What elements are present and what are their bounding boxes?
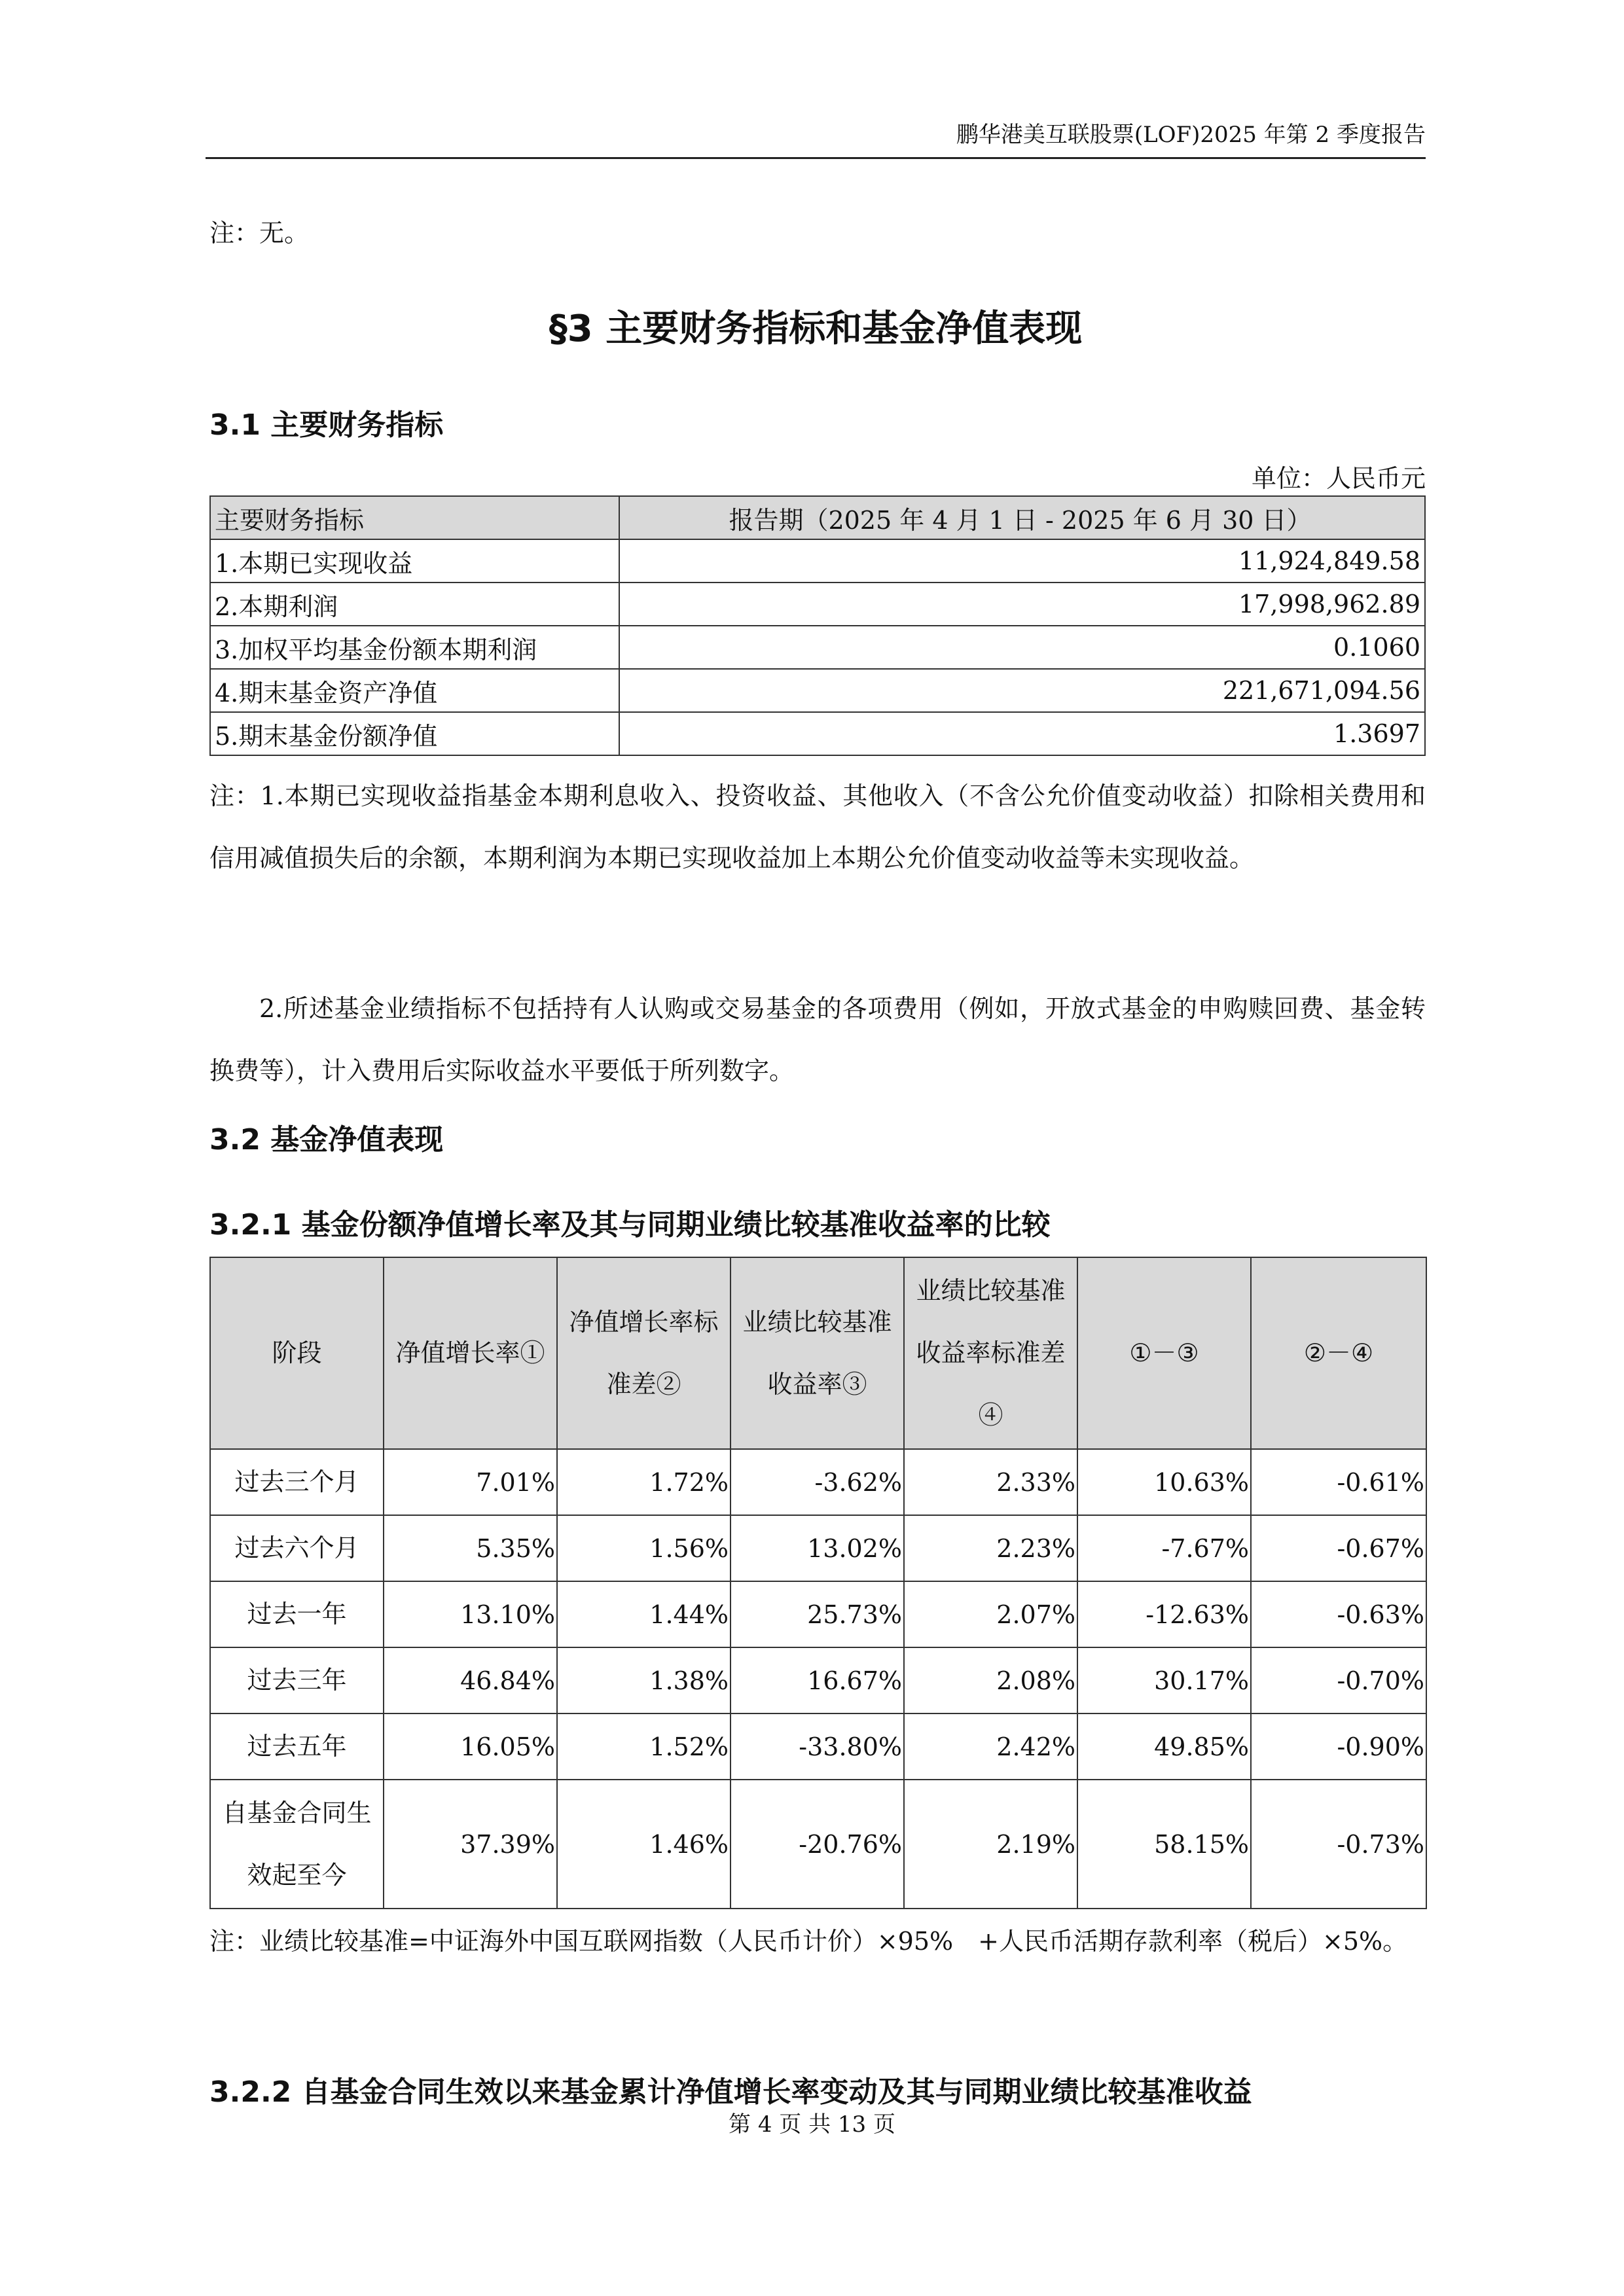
header-cell: 报告期（2025 年 4 月 1 日 - 2025 年 6 月 30 日）	[619, 496, 1425, 539]
header-cell: 主要财务指标	[210, 496, 619, 539]
row-value: 11,924,849.58	[619, 539, 1425, 583]
value-cell: 49.85%	[1077, 1713, 1251, 1780]
value-cell: -3.62%	[731, 1449, 904, 1515]
table-row	[210, 1515, 1426, 1581]
stage-cell: 过去三个月	[210, 1449, 384, 1515]
table-header-row	[210, 1257, 1426, 1449]
table-row	[210, 669, 1425, 712]
value-cell: 16.67%	[731, 1647, 904, 1713]
section-title: §3 主要财务指标和基金净值表现	[549, 308, 1083, 350]
table-row	[210, 539, 1425, 583]
row-label: 1.本期已实现收益	[210, 539, 619, 583]
header-cell: ②－④	[1251, 1257, 1426, 1449]
value-cell: 25.73%	[731, 1581, 904, 1647]
value-cell: 2.42%	[904, 1713, 1077, 1780]
row-value: 0.1060	[619, 626, 1425, 669]
note-3-2-1: 注：业绩比较基准=中证海外中国互联网指数（人民币计价）×95% +人民币活期存款利率（税后）×5%。	[209, 1927, 1408, 1956]
value-cell: 1.56%	[557, 1515, 731, 1581]
row-label: 5.期末基金份额净值	[210, 712, 619, 755]
header-cell: ①－③	[1077, 1257, 1251, 1449]
table-row	[210, 583, 1425, 626]
table-row	[210, 712, 1425, 755]
table-row	[210, 1713, 1426, 1780]
value-cell: -0.63%	[1251, 1581, 1426, 1647]
header-title: 鹏华港美互联股票(LOF)2025 年第 2 季度报告	[956, 122, 1426, 148]
value-cell: 30.17%	[1077, 1647, 1251, 1713]
heading-3-2-2: 3.2.2 自基金合同生效以来基金累计净值增长率变动及其与同期业绩比较基准收益	[209, 2075, 1252, 2109]
header-cell: 业绩比较基准收益率③	[731, 1257, 904, 1449]
value-cell: 16.05%	[384, 1713, 557, 1780]
row-value: 1.3697	[619, 712, 1425, 755]
value-cell: -20.76%	[731, 1780, 904, 1909]
header-cell: 净值增长率①	[384, 1257, 557, 1449]
value-cell: 1.38%	[557, 1647, 731, 1713]
value-cell: -0.67%	[1251, 1515, 1426, 1581]
row-label: 2.本期利润	[210, 583, 619, 626]
row-label: 4.期末基金资产净值	[210, 669, 619, 712]
value-cell: 2.19%	[904, 1780, 1077, 1909]
value-cell: 10.63%	[1077, 1449, 1251, 1515]
table-row	[210, 1449, 1426, 1515]
stage-cell: 自基金合同生效起至今	[210, 1780, 384, 1909]
page-footer: 第 4 页 共 13 页	[729, 2111, 895, 2138]
value-cell: 13.02%	[731, 1515, 904, 1581]
value-cell: 1.46%	[557, 1780, 731, 1909]
value-cell: -0.73%	[1251, 1780, 1426, 1909]
note-3-1-item-1: 注：1.本期已实现收益指基金本期利息收入、投资收益、其他收入（不含公允价值变动收益）扣除相关费用和信用减值损失后的余额，本期利润为本期已实现收益加上本期公允价值变动收益等未实现收益。	[209, 781, 1426, 872]
value-cell: 37.39%	[384, 1780, 557, 1909]
unit-label: 单位：人民币元	[1251, 464, 1426, 493]
table-row	[210, 1581, 1426, 1647]
value-cell: 2.07%	[904, 1581, 1077, 1647]
value-cell: 1.44%	[557, 1581, 731, 1647]
financial-indicators-table	[209, 495, 1426, 756]
value-cell: -7.67%	[1077, 1515, 1251, 1581]
value-cell: -12.63%	[1077, 1581, 1251, 1647]
value-cell: 2.08%	[904, 1647, 1077, 1713]
table-row	[210, 1647, 1426, 1713]
note-empty: 注：无。	[209, 219, 310, 247]
row-value: 17,998,962.89	[619, 583, 1425, 626]
header-cell: 阶段	[210, 1257, 384, 1449]
value-cell: 46.84%	[384, 1647, 557, 1713]
value-cell: 1.52%	[557, 1713, 731, 1780]
heading-3-2-1: 3.2.1 基金份额净值增长率及其与同期业绩比较基准收益率的比较	[209, 1208, 1051, 1242]
value-cell: -0.70%	[1251, 1647, 1426, 1713]
value-cell: 2.33%	[904, 1449, 1077, 1515]
header-cell: 业绩比较基准收益率标准差④	[904, 1257, 1077, 1449]
heading-3-1: 3.1 主要财务指标	[209, 408, 444, 442]
stage-cell: 过去一年	[210, 1581, 384, 1647]
note-3-1-item-2: 2.所述基金业绩指标不包括持有人认购或交易基金的各项费用（例如，开放式基金的申购赎回费、基金转换费等），计入费用后实际收益水平要低于所列数字。	[209, 994, 1426, 1085]
stage-cell: 过去三年	[210, 1647, 384, 1713]
page-header	[206, 113, 1426, 159]
table-row	[210, 626, 1425, 669]
header-cell: 净值增长率标准差②	[557, 1257, 731, 1449]
nav-performance-table	[209, 1257, 1427, 1909]
stage-cell: 过去六个月	[210, 1515, 384, 1581]
value-cell: -0.90%	[1251, 1713, 1426, 1780]
table-row	[210, 1780, 1426, 1909]
row-label: 3.加权平均基金份额本期利润	[210, 626, 619, 669]
heading-3-2: 3.2 基金净值表现	[209, 1123, 444, 1157]
row-value: 221,671,094.56	[619, 669, 1425, 712]
value-cell: 2.23%	[904, 1515, 1077, 1581]
value-cell: 7.01%	[384, 1449, 557, 1515]
value-cell: 58.15%	[1077, 1780, 1251, 1909]
value-cell: 1.72%	[557, 1449, 731, 1515]
stage-cell: 过去五年	[210, 1713, 384, 1780]
value-cell: 5.35%	[384, 1515, 557, 1581]
value-cell: 13.10%	[384, 1581, 557, 1647]
value-cell: -33.80%	[731, 1713, 904, 1780]
table-header-row	[210, 496, 1425, 539]
value-cell: -0.61%	[1251, 1449, 1426, 1515]
